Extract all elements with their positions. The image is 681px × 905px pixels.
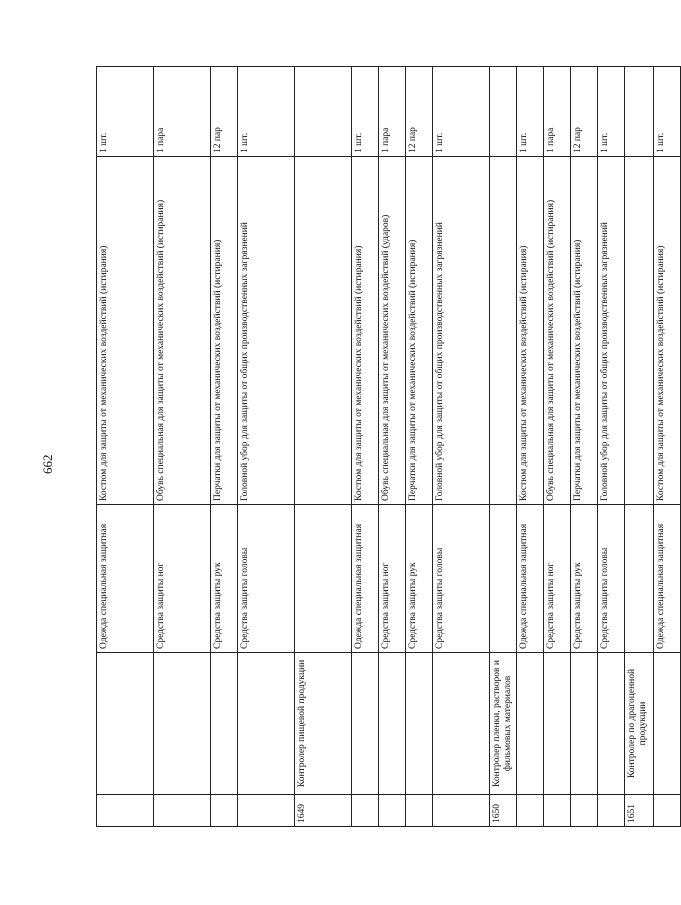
item-cell: Одежда специальная защитная	[352, 505, 379, 653]
item-cell	[625, 505, 654, 653]
description-cell: Головной убор для защиты от общих производственных загрязнений	[598, 157, 625, 505]
table-row	[654, 67, 681, 827]
code-cell	[379, 795, 406, 827]
code-cell	[517, 795, 544, 827]
table-row	[406, 67, 433, 827]
item-cell: Одежда специальная защитная	[97, 505, 154, 653]
quantity-cell	[490, 67, 517, 157]
table-row	[598, 67, 625, 827]
code-cell	[571, 795, 598, 827]
item-cell: Средства защиты рук	[406, 505, 433, 653]
table-row	[97, 67, 154, 827]
item-cell: Средства защиты ног	[379, 505, 406, 653]
table-row	[625, 67, 654, 827]
quantity-cell: 1 шт.	[598, 67, 625, 157]
description-cell	[295, 157, 352, 505]
profession-cell: Контролер пленки, растворов и фильмовых материалов	[490, 653, 517, 795]
description-cell: Головной убор для защиты от общих производственных загрязнений	[433, 157, 490, 505]
profession-cell	[654, 653, 681, 795]
description-cell: Перчатки для защиты от механических воздействий (истирания)	[406, 157, 433, 505]
table-row	[295, 67, 352, 827]
item-cell: Одежда специальная защитная	[517, 505, 544, 653]
profession-cell	[433, 653, 490, 795]
item-cell: Средства защиты рук	[211, 505, 238, 653]
code-cell	[352, 795, 379, 827]
profession-cell: Контролер по драгоценной продукции	[625, 653, 654, 795]
quantity-cell: 1 шт.	[352, 67, 379, 157]
description-cell: Обувь специальная для защиты от механических воздействий (истирания)	[544, 157, 571, 505]
quantity-cell: 1 шт.	[238, 67, 295, 157]
item-cell: Средства защиты головы	[433, 505, 490, 653]
table-row	[490, 67, 517, 827]
table-row	[433, 67, 490, 827]
code-cell	[433, 795, 490, 827]
quantity-cell: 1 шт.	[654, 67, 681, 157]
profession-cell	[154, 653, 211, 795]
description-cell: Перчатки для защиты от механических воздействий (истирания)	[571, 157, 598, 505]
code-cell	[406, 795, 433, 827]
quantity-cell: 1 шт.	[97, 67, 154, 157]
item-cell: Одежда специальная защитная	[654, 505, 681, 653]
profession-cell	[238, 653, 295, 795]
code-cell	[598, 795, 625, 827]
item-cell: Средства защиты ног	[544, 505, 571, 653]
item-cell	[295, 505, 352, 653]
item-cell: Средства защиты головы	[238, 505, 295, 653]
description-cell	[490, 157, 517, 505]
table-row	[352, 67, 379, 827]
item-cell: Средства защиты головы	[598, 505, 625, 653]
description-cell: Обувь специальная для защиты от механических воздействий (истирания)	[154, 157, 211, 505]
table-row	[379, 67, 406, 827]
code-cell	[544, 795, 571, 827]
description-cell: Обувь специальная для защиты от механических воздействий (ударов)	[379, 157, 406, 505]
quantity-cell: 1 шт.	[433, 67, 490, 157]
profession-cell	[352, 653, 379, 795]
rotated-table-wrapper	[96, 67, 666, 827]
quantity-cell: 12 пар	[211, 67, 238, 157]
code-cell: 1650	[490, 795, 517, 827]
description-cell: Головной убор для защиты от общих производственных загрязнений	[238, 157, 295, 505]
profession-cell	[211, 653, 238, 795]
quantity-cell: 12 пар	[406, 67, 433, 157]
table-row	[517, 67, 544, 827]
page-number: 662	[40, 454, 55, 474]
code-cell	[654, 795, 681, 827]
profession-cell	[517, 653, 544, 795]
profession-cell	[97, 653, 154, 795]
table-row	[544, 67, 571, 827]
quantity-cell: 1 пара	[379, 67, 406, 157]
quantity-cell	[295, 67, 352, 157]
item-cell: Средства защиты ног	[154, 505, 211, 653]
code-cell: 1649	[295, 795, 352, 827]
item-cell	[490, 505, 517, 653]
code-cell	[97, 795, 154, 827]
profession-cell	[544, 653, 571, 795]
profession-cell	[571, 653, 598, 795]
description-cell: Костюм для защиты от механических воздействий (истирания)	[517, 157, 544, 505]
table-row	[154, 67, 211, 827]
description-cell	[625, 157, 654, 505]
profession-cell: Контролер пищевой продукции	[295, 653, 352, 795]
profession-cell	[406, 653, 433, 795]
quantity-cell: 1 шт.	[517, 67, 544, 157]
code-cell: 1651	[625, 795, 654, 827]
code-cell	[211, 795, 238, 827]
profession-cell	[598, 653, 625, 795]
description-cell: Костюм для защиты от механических воздействий (истирания)	[97, 157, 154, 505]
ppe-table	[96, 66, 681, 827]
description-cell: Перчатки для защиты от механических воздействий (истирания)	[211, 157, 238, 505]
quantity-cell	[625, 67, 654, 157]
code-cell	[238, 795, 295, 827]
table-row	[238, 67, 295, 827]
profession-cell	[379, 653, 406, 795]
description-cell: Костюм для защиты от механических воздействий (истирания)	[654, 157, 681, 505]
quantity-cell: 12 пар	[571, 67, 598, 157]
quantity-cell: 1 пара	[154, 67, 211, 157]
code-cell	[154, 795, 211, 827]
description-cell: Костюм для защиты от механических воздействий (истирания)	[352, 157, 379, 505]
item-cell: Средства защиты рук	[571, 505, 598, 653]
table-row	[211, 67, 238, 827]
quantity-cell: 1 пара	[544, 67, 571, 157]
table-row	[571, 67, 598, 827]
